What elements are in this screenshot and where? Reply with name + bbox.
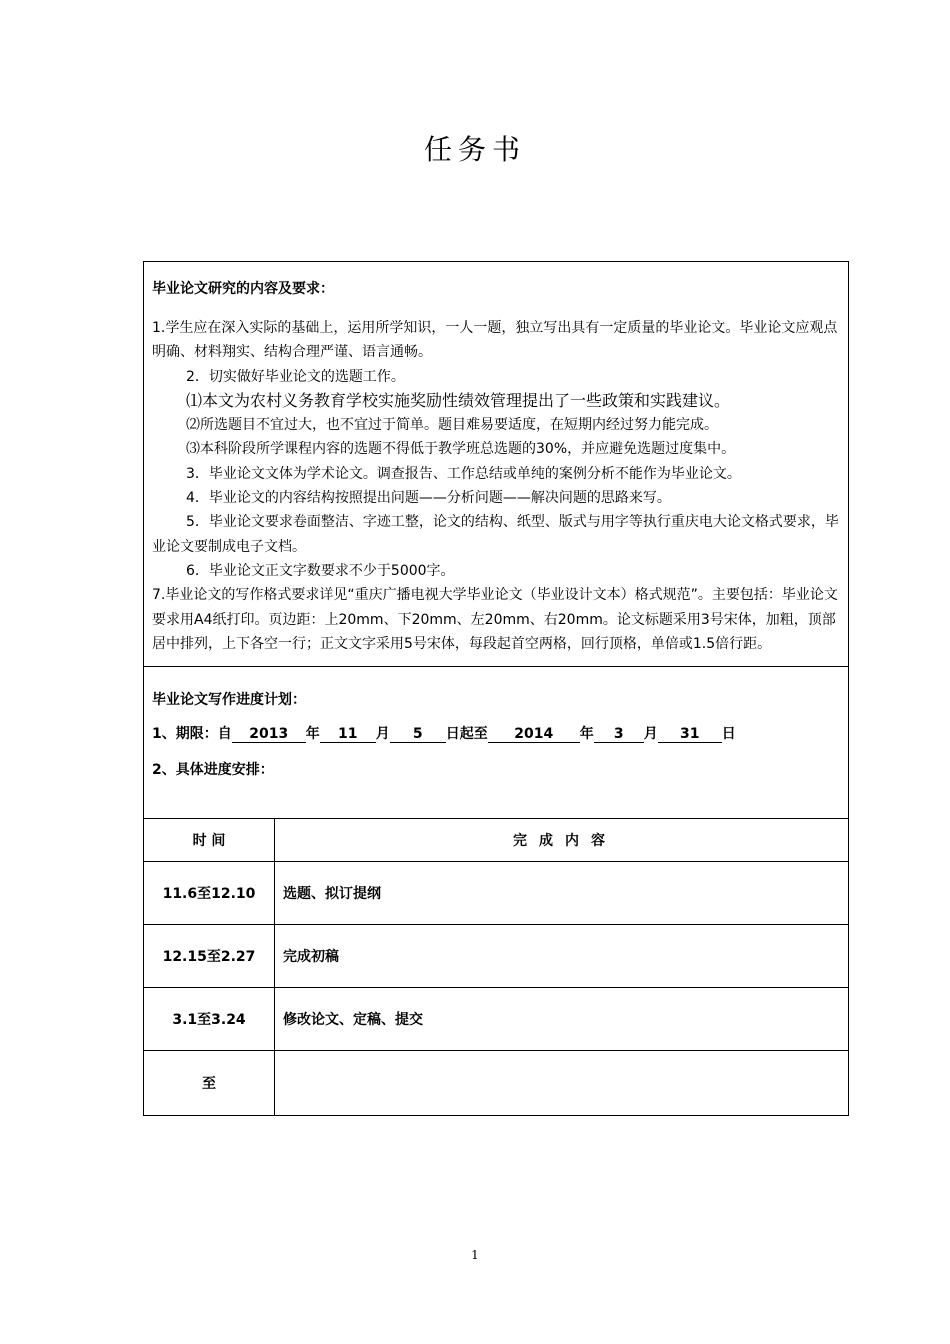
document-title: 任务书 [423, 133, 526, 166]
schedule-time-cell: 至 [144, 1051, 275, 1116]
requirement-item: 2．切实做好毕业论文的选题工作。 [186, 368, 405, 385]
plan-section [144, 667, 848, 819]
table-row [144, 925, 848, 988]
requirement-item: 7.毕业论文的写作格式要求详见“重庆广播电视大学毕业论文（毕业设计文本）格式规范”。主要包括：毕业论文要求用A4纸打印。页边距：上20mm、下20mm、左20mm、右20mm。论文标题采用3号宋体，加粗，顶部居中排列，上下各空一行；正文文字采用5号宋体，每段起首空两格，回行顶格，单倍或1.5倍行距。 [152, 587, 838, 652]
task-form [143, 261, 849, 1116]
end-month: 3 [594, 726, 644, 743]
day-label: 日 [721, 726, 736, 742]
end-year: 2014 [488, 726, 580, 743]
schedule-content-cell [275, 1051, 849, 1116]
period-prefix: 1、期限：自 [152, 726, 232, 742]
period-line [152, 723, 840, 743]
mid-label: 日起至 [445, 726, 488, 742]
page-number: 1 [471, 1248, 479, 1262]
end-year-label: 年 [579, 726, 594, 742]
schedule-table [144, 819, 848, 1115]
schedule-header-row [144, 819, 848, 862]
requirement-item: ⑴本文为农村义务教育学校实施奖励性绩效管理提出了一些政策和实践建议。 [186, 390, 731, 410]
detail-label: 2、具体进度安排： [152, 762, 274, 778]
schedule-time-cell: 11.6至12.10 [144, 862, 275, 925]
requirement-item: 3．毕业论文文体为学术论文。调查报告、工作总结或单纯的案例分析不能作为毕业论文。 [186, 465, 741, 482]
requirement-item: 1.学生应在深入实际的基础上，运用所学知识，一人一题，独立写出具有一定质量的毕业论文。毕业论文应观点明确、材料翔实、结构合理严谨、语言通畅。 [152, 320, 838, 361]
schedule-content-cell: 完成初稿 [275, 925, 849, 988]
requirement-item: ⑶本科阶段所学课程内容的选题不得低于教学班总选题的30%，并应避免选题过度集中。 [186, 441, 736, 458]
schedule-content-cell: 选题、拟订提纲 [275, 862, 849, 925]
content-column-header: 完成内容 [513, 833, 617, 849]
requirement-item: 5．毕业论文要求卷面整洁、字迹工整，论文的结构、纸型、版式与用字等执行重庆电大论文格式要求，毕业论文要制成电子文档。 [152, 514, 839, 555]
schedule-content-cell: 修改论文、定稿、提交 [275, 988, 849, 1051]
start-month: 11 [320, 726, 376, 743]
time-column-header: 时 间 [144, 819, 275, 862]
table-row [144, 862, 848, 925]
requirement-item: 6．毕业论文正文字数要求不少于5000字。 [186, 562, 455, 579]
plan-heading: 毕业论文写作进度计划： [152, 692, 306, 708]
start-year: 2013 [232, 726, 306, 743]
requirement-item: ⑵所选题目不宜过大，也不宜过于简单。题目难易要适度，在短期内经过努力能完成。 [186, 417, 718, 434]
table-row [144, 1051, 848, 1116]
requirement-item: 4．毕业论文的内容结构按照提出问题——分析问题——解决问题的思路来写。 [186, 490, 671, 507]
end-day: 31 [658, 726, 722, 743]
schedule-time-cell: 12.15至2.27 [144, 925, 275, 988]
start-day: 5 [390, 726, 446, 743]
end-month-label: 月 [643, 726, 658, 742]
schedule-time-cell: 3.1至3.24 [144, 988, 275, 1051]
month-label: 月 [375, 726, 390, 742]
requirements-section [144, 262, 848, 667]
table-row [144, 988, 848, 1051]
year-label: 年 [305, 726, 320, 742]
requirements-heading: 毕业论文研究的内容及要求： [152, 281, 334, 297]
